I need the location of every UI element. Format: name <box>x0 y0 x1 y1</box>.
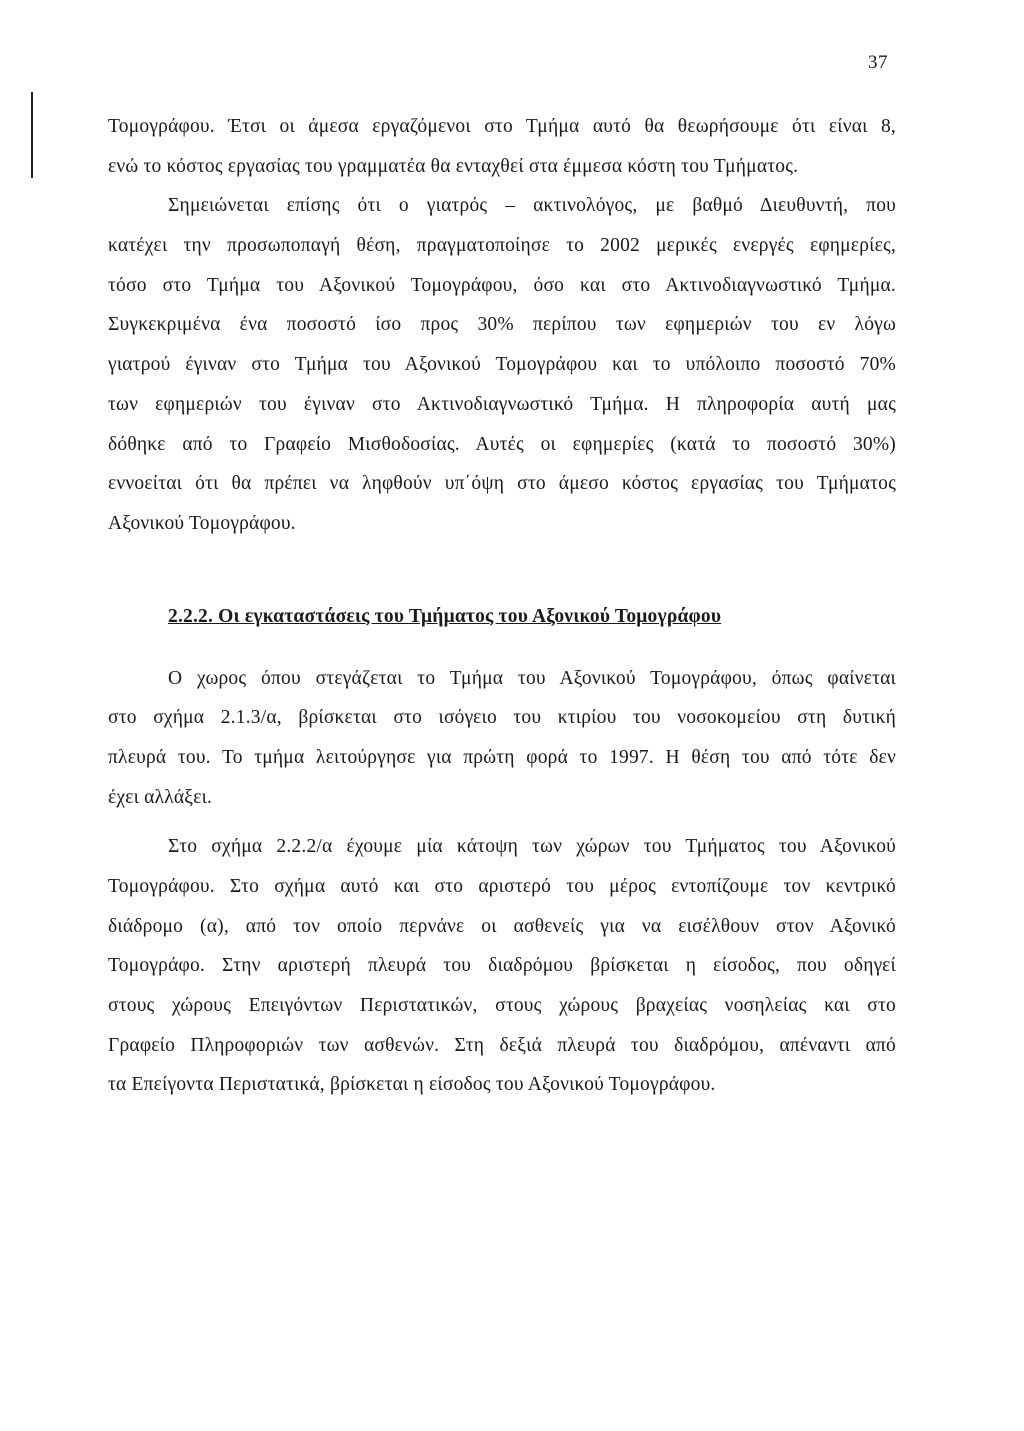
text-line: έχει αλλάξει. <box>108 786 213 808</box>
section-heading: 2.2.2. Οι εγκαταστάσεις του Τμήματος του Αξονικού Τομογράφου <box>168 605 722 627</box>
text-line: πλευρά του. Το τμήμα λειτούργησε για πρώτη φορά το 1997. Η θέση του από τότε δεν <box>108 746 896 768</box>
text-line: τόσο στο Τμήμα του Αξονικού Τομογράφου, όσο και στο Ακτινοδιαγνωστικό Τμήμα. <box>108 274 896 296</box>
page-number: 37 <box>868 52 888 73</box>
text-line: εννοείται ότι θα πρέπει να ληφθούν υπ΄όψη στο άμεσο κόστος εργασίας του Τμήματος <box>108 473 896 495</box>
text-line: Αξονικού Τομογράφου. <box>108 512 296 534</box>
text-line: Τομογράφο. Στην αριστερή πλευρά του διαδρόμου βρίσκεται η είσοδος, που οδηγεί <box>108 955 896 977</box>
document-body <box>108 107 896 1105</box>
text-line: κατέχει την προσωποπαγή θέση, πραγματοποίησε το 2002 μερικές ενεργές εφημερίες, <box>108 235 896 257</box>
text-line: διάδρομο (α), από τον οποίο περνάνε οι ασθενείς για να εισέλθουν στον Αξονικό <box>108 915 896 937</box>
text-line: Σημειώνεται επίσης ότι ο γιατρός – ακτινολόγος, με βαθμό Διευθυντή, που <box>168 195 896 217</box>
margin-mark <box>31 92 33 178</box>
text-line: γιατρού έγιναν στο Τμήμα του Αξονικού Τομογράφου και το υπόλοιπο ποσοστό 70% <box>108 354 896 376</box>
text-line: τα Επείγοντα Περιστατικά, βρίσκεται η είσοδος του Αξονικού Τομογράφου. <box>108 1074 716 1096</box>
text-line: Στο σχήμα 2.2.2/α έχουμε μία κάτοψη των χώρων του Τμήματος του Αξονικού <box>168 836 896 858</box>
text-line: Τομογράφου. Έτσι οι άμεσα εργαζόμενοι στο Τμήμα αυτό θα θεωρήσουμε ότι είναι 8, <box>108 116 896 137</box>
text-line: στους χώρους Επειγόντων Περιστατικών, στους χώρους βραχείας νοσηλείας και στο <box>108 995 896 1017</box>
text-line: δόθηκε από το Γραφείο Μισθοδοσίας. Αυτές οι εφημερίες (κατά το ποσοστό 30%) <box>108 433 896 455</box>
text-line: Ο χωρος όπου στεγάζεται το Τμήμα του Αξονικού Τομογράφου, όπως φαίνεται <box>168 667 896 689</box>
paragraph-1 <box>108 107 896 186</box>
text-line: στο σχήμα 2.1.3/α, βρίσκεται στο ισόγειο του κτιρίου του νοσοκομείου στη δυτική <box>108 707 896 729</box>
text-line: των εφημεριών του έγιναν στο Ακτινοδιαγνωστικό Τμήμα. Η πληροφορία αυτή μας <box>108 393 896 415</box>
paragraph-4 <box>108 827 896 1105</box>
text-line: Συγκεκριμένα ένα ποσοστό ίσο προς 30% περίπου των εφημεριών του εν λόγω <box>108 314 896 336</box>
text-line: Γραφείο Πληροφοριών των ασθενών. Στη δεξιά πλευρά του διαδρόμου, απέναντι από <box>108 1034 896 1056</box>
text-line: Τομογράφου. Στο σχήμα αυτό και στο αριστερό του μέρος εντοπίζουμε τον κεντρικό <box>108 876 896 897</box>
paragraph-3 <box>108 659 896 818</box>
text-line: ενώ το κόστος εργασίας του γραμματέα θα ενταχθεί στα έμμεσα κόστη του Τμήματος. <box>108 155 799 177</box>
paragraph-2 <box>108 186 896 543</box>
